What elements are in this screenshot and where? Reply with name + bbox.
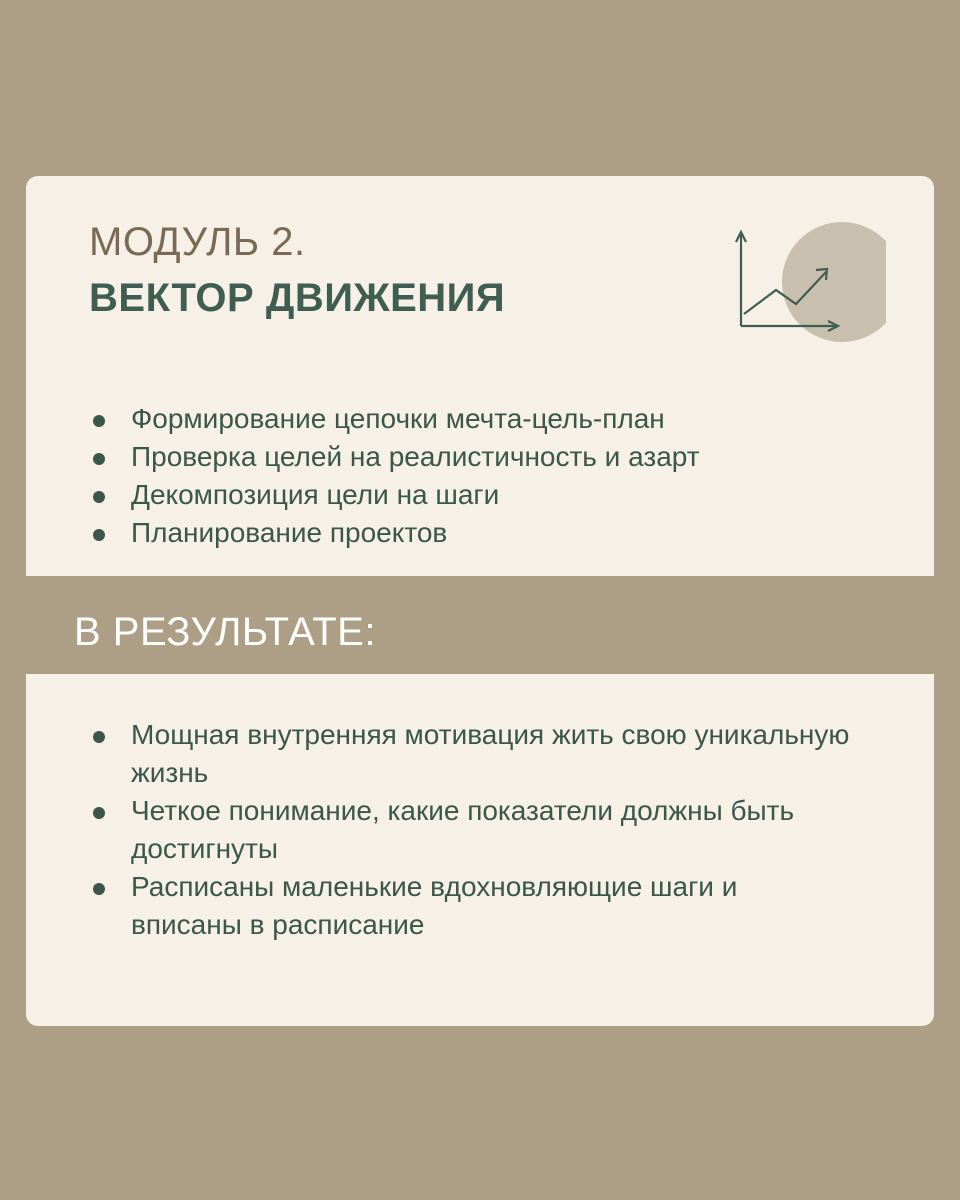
growth-chart-icon	[726, 222, 886, 352]
list-item: Четкое понимание, какие показатели должны быть достигнуты	[91, 792, 851, 868]
module-list	[91, 400, 700, 552]
module-label: МОДУЛЬ 2.	[89, 220, 306, 264]
result-card	[26, 674, 934, 1026]
result-heading: В РЕЗУЛЬТАТЕ:	[74, 610, 376, 654]
list-item: Формирование цепочки мечта-цель-план	[91, 400, 700, 438]
list-item: Мощная внутренняя мотивация жить свою уникальную жизнь	[91, 716, 851, 792]
list-item: Планирование проектов	[91, 514, 700, 552]
module-card	[26, 176, 934, 576]
list-item: Проверка целей на реалистичность и азарт	[91, 438, 700, 476]
list-item: Декомпозиция цели на шаги	[91, 476, 700, 514]
result-list	[91, 716, 851, 944]
module-title: ВЕКТОР ДВИЖЕНИЯ	[89, 276, 506, 320]
list-item: Расписаны маленькие вдохновляющие шаги и вписаны в расписание	[91, 868, 851, 944]
